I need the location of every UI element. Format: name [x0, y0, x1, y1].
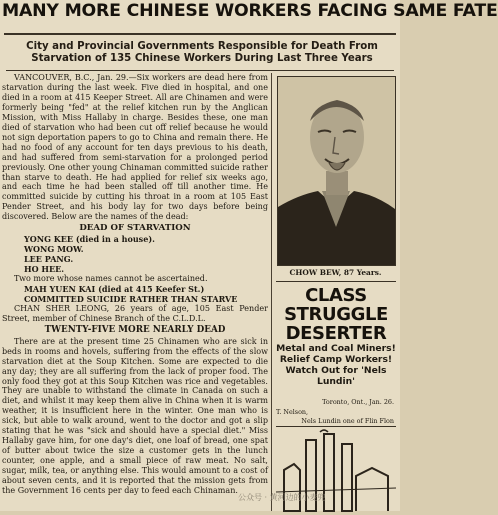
- article-body: There are at the present time 25 Chinamen who are sick in beds in rooms and hovels, suffering from the effects of the slow starvation diet at the Soup Kitchen. Some are expected to die any day; they are all suffering from the lack of proper food. The only food they got at this Soup Kitchen was rice and vegetables. They are unable to withstand the climate in Canada on such a diet, and whilst it may keep them alive in China when it is warm weather, it is insufficient here in the winter. One man who is sick, but able to walk around, went to the doctor and got a slip stating that he was "sick and should have a special diet." Miss Hallaby gave him, for one day's diet, one loaf of bread, one spat of butter about twice the size a customer gets in the lunch counter, one apple, and a small piece of raw meat. No salt, sugar, milk, tea, or anything else. This would amount to a cost of about seven cents, and it is reported that the mission gets from the Government 16 cents per day to feed each Chinaman.: [2, 336, 268, 496]
- article-lead: VANCOUVER, B.C., Jan. 29.—Six workers are dead here from starvation during the last week. Five died in hospital, and one died in a room at 415 Keeper Street. All are Chinamen and were formerly being "fed" at the relief kitchen run by the Anglican Mission, with Miss Hallaby in charge. Besides these, one man died of starvation who had been cut off relief because he would not sign deportation papers to go to China and remain there. He had no food of any account for ten days previous to his death, and had suffered from semi-starvation for a prolonged period previously. One other young Chinaman committed suicide rather than starve to death. He had applied for relief six weeks ago, and each time he had been stalled off till another time. He committed suicide by cutting his throat in a room at 105 East Pender Street, and his body lay for two days before being discovered. Below are the names of the dead:: [2, 73, 268, 222]
- sidebar-dateline: Toronto, Ont., Jan. 26.: [322, 398, 394, 406]
- main-article: [2, 73, 268, 496]
- column-divider: [271, 73, 272, 511]
- portrait-photo: [277, 76, 396, 266]
- sidebar-rule: [276, 281, 396, 282]
- dead-list-item: HO HEE.: [24, 263, 65, 274]
- headline-rule: [4, 33, 396, 35]
- portrait-image: [278, 77, 395, 265]
- unknown-note: Two more whose names cannot be ascertained.: [14, 274, 208, 284]
- section-title-nearly-dead: TWENTY-FIVE MORE NEARLY DEAD: [44, 325, 226, 336]
- sidebar-nelson-2: Nels Lundin one of Flin Flon: [301, 417, 394, 425]
- watermark-text: 公众号 · 黄河边的小麦兜: [238, 493, 326, 502]
- sidebar-headline: CLASS STRUGGLE DESERTER: [284, 285, 388, 344]
- mah-entry: MAH YUEN KAI (died at 415 Keefer St.): [24, 284, 205, 295]
- headline: MANY MORE CHINESE WORKERS FACING SAME FATE: [2, 1, 498, 21]
- sidebar-nelson: T. Nelson,: [276, 408, 309, 416]
- subhead: City and Provincial Governments Responsible for Death From Starvation of 135 Chinese Workers During Last Three Years: [26, 41, 378, 64]
- photo-caption: CHOW BEW, 87 Years.: [289, 268, 382, 277]
- subhead-rule: [6, 70, 394, 71]
- dead-list-item: WONG MOW.: [24, 243, 84, 254]
- suicide-title: COMMITTED SUICIDE RATHER THAN STARVE: [24, 294, 238, 305]
- sidebar-rule-2: [276, 426, 396, 427]
- dead-title: DEAD OF STARVATION: [79, 223, 191, 234]
- dead-list-item: LEE PANG.: [24, 253, 74, 264]
- chan-entry: CHAN SHER LEONG, 26 years of age, 105 East Pender Street, member of Chinese Branch of the C.L.D.L.: [2, 304, 268, 324]
- dead-list: [2, 234, 268, 274]
- dead-list-item: YONG KEE (died in a house).: [24, 233, 155, 244]
- sidebar-miners: Metal and Coal Miners! Relief Camp Workers! Watch Out for 'Nels Lundin': [276, 343, 396, 387]
